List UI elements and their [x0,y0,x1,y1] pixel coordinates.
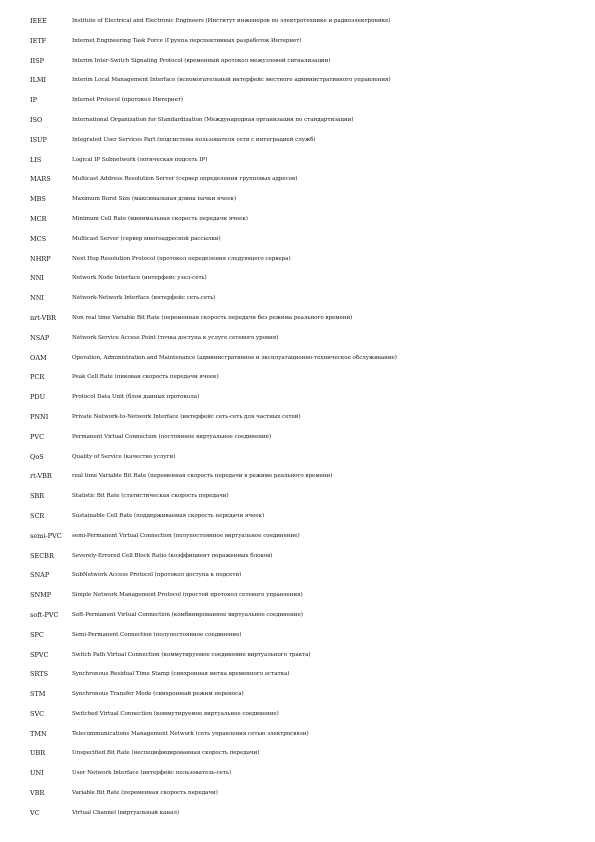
abbreviation: MBS [30,195,46,204]
abbreviation: VC [30,808,40,817]
abbreviation-definition: Next Hop Resolution Protocol (протокол определения следующего сервера) [72,255,291,262]
glossary-entry [30,472,580,492]
abbreviation-definition: Multicast Server (сервер многоадресной рассылки) [72,235,221,242]
glossary-entry [30,195,580,215]
abbreviation-definition: Multicast Address Resolution Server (сервер определения групповых адресов) [72,176,298,183]
abbreviation-definition: Severely-Errored Cell Block Ratio (коэффициент пораженных блоков) [72,552,273,559]
abbreviation-definition: Quality of Service (качество услуги) [72,453,176,460]
abbreviation: PDU [30,393,46,402]
abbreviation: NHRP [30,254,51,263]
abbreviation: IISP [30,56,44,65]
abbreviation-definition: Statistic Bit Rate (статистическая скорость передачи) [72,493,229,500]
glossary-entry [30,591,580,611]
abbreviation-definition: Minimum Cell Rate (минимальная скорость передачи ячеек) [72,215,248,222]
abbreviation: UBR [30,749,46,758]
abbreviation-definition: Virtual Channel (виртуальный канал) [72,809,179,816]
glossary-entry [30,571,580,591]
glossary-entry [30,710,580,730]
glossary-entry [30,670,580,690]
abbreviation-definition: User Network Interface (интерфейс пользователь-сеть) [72,770,232,777]
glossary-entry [30,769,580,789]
glossary-entry [30,433,580,453]
abbreviation: LIS [30,155,42,164]
abbreviation-definition: Switched Virtual Connection (коммутируемое виртуальное соединение) [72,710,279,717]
abbreviation-definition: International Organization for Standardization (Международная организация по стандартизации) [72,116,354,123]
glossary-entry [30,413,580,433]
abbreviation: SECBR [30,551,54,560]
abbreviation: rt-VBR [30,472,52,481]
abbreviation-definition: Peak Cell Rate (пиковая скорость передачи ячеек) [72,374,219,381]
abbreviation: SPC [30,630,44,639]
abbreviation: MCS [30,234,47,243]
abbreviation-definition: Network Service Access Point (точка доступа к услуге сетевого уровня) [72,334,279,341]
abbreviation-definition: Synchronous Transfer Mode (синхронный режим переноса) [72,691,244,698]
abbreviation: ISUP [30,135,47,144]
abbreviation: IETF [30,36,47,45]
abbreviation: TMN [30,729,47,738]
abbreviation-definition: Interim Inter-Switch Signaling Protocol (временный протокол межузловой сигнализации) [72,57,331,64]
glossary-entry [30,76,580,96]
abbreviation-definition: Maximum Burst Size (максимальная длина пачки ячеек) [72,196,237,203]
abbreviation: STM [30,690,46,699]
glossary-entry [30,393,580,413]
glossary-entry [30,274,580,294]
abbreviation: SNAP [30,571,50,580]
abbreviation: SRTS [30,670,49,679]
abbreviation-definition: Protocol Data Unit (блок данных протокола) [72,394,200,401]
glossary-entry [30,235,580,255]
abbreviation: ISO [30,115,43,124]
abbreviation-definition: Permanent Virtual Connection (постоянное виртуальное соединение) [72,433,271,440]
abbreviation-definition: Sustainable Cell Rate (поддерживаемая скорость передачи ячеек) [72,512,265,519]
glossary-entry [30,492,580,512]
abbreviation: MCR [30,214,47,223]
abbreviation: SCR [30,511,45,520]
abbreviation-definition: Operation, Administration and Maintenance (административное и эксплуатационно-техническое обслуживание) [72,354,397,361]
abbreviation-definition: Switch Path Virtual Connection (коммутируемое соединение виртуального тракта) [72,651,311,658]
abbreviation: UNI [30,769,44,778]
abbreviation-definition: Institute of Electrical and Electronic Engineers (Институт инженеров по электротехнике и радиоэлектронике) [72,18,391,24]
abbreviation: SPVC [30,650,49,659]
abbreviation: NSAP [30,333,50,342]
abbreviation: SVC [30,709,45,718]
abbreviation: PCR [30,373,45,382]
abbreviation: OAM [30,353,47,362]
abbreviation-definition: Internet Protocol (протокол Интернет) [72,97,184,104]
glossary-entry [30,373,580,393]
glossary-entry [30,215,580,235]
glossary-entry [30,789,580,809]
abbreviation-definition: Simple Network Management Protocol (простой протокол сетевого управления) [72,592,303,599]
abbreviation-definition: SubNetwork Access Protocol (протокол доступа к подсети) [72,572,242,579]
abbreviation: VBR [30,789,45,798]
abbreviation-definition: Synchronous Residual Time Stamp (синхронная метка временного остатка) [72,671,290,678]
abbreviation: IEEE [30,17,47,25]
glossary-entry [30,809,580,829]
abbreviation: MARS [30,175,51,184]
abbreviation: PNNI [30,412,49,421]
abbreviation-definition: Semi-Permanent Connection (полупостоянное соединение) [72,631,242,638]
abbreviation: soft-PVC [30,610,59,619]
glossary-entry [30,294,580,314]
abbreviation-definition: semi-Permanent Virtual Connection (полупостоянное виртуальное соединение) [72,532,300,539]
abbreviation: SNMP [30,591,52,600]
glossary-entry [30,334,580,354]
abbreviation-definition: Network Node Interface (интерфейс узел-сеть) [72,275,207,282]
abbreviation: NNI [30,274,44,283]
glossary-entry [30,532,580,552]
abbreviation-definition: Unspecified Bit Rate (неспецифицированная скорость передачи) [72,750,260,757]
glossary-entry [30,314,580,334]
glossary-entry [30,354,580,374]
abbreviation: IP [30,96,37,105]
abbreviation-definition: Network-Network Interface (интерфейс сеть-сеть) [72,295,216,302]
abbreviation-definition: Logical IP Subnetwork (логическая подсеть IP) [72,156,208,163]
glossary-entry [30,57,580,77]
glossary-entry [30,552,580,572]
abbreviation-definition: Integrated User Services Part (подсистема пользователя сети с интеграцией служб) [72,136,316,143]
abbreviation: nrt-VBR [30,313,56,322]
glossary-entry [30,631,580,651]
glossary-entry [30,156,580,176]
abbreviation-definition: Telecommunications Management Network (сеть управления сетью электросвязи) [72,730,309,737]
abbreviation-definition: Interim Local Management Interface (вспомогательный интерфейс местного административного управления) [72,77,391,84]
abbreviation-list [30,17,580,829]
abbreviation-definition: Internet Engineering Task Force (Группа перспективных разработок Интернет) [72,37,302,44]
abbreviation: semi-PVC [30,531,62,540]
glossary-entry [30,730,580,750]
glossary-entry [30,512,580,532]
abbreviation-definition: Private Network-to-Network Interface (интерфейс сеть-сеть для частных сетей) [72,413,301,420]
glossary-entry [30,651,580,671]
abbreviation: SBR [30,492,45,501]
glossary-entry [30,749,580,769]
abbreviation-definition: real time Variable Bit Rate (переменная скорость передачи в режиме реального времени) [72,473,333,480]
glossary-entry [30,255,580,275]
glossary-entry [30,17,580,37]
abbreviation: ILMI [30,76,47,85]
abbreviation-definition: Soft-Permanent Virtual Connection (комбинированное виртуальное соединение) [72,611,303,618]
abbreviation: QoS [30,452,44,461]
abbreviation-definition: Variable Bit Rate (переменная скорость передачи) [72,790,218,797]
glossary-entry [30,96,580,116]
abbreviation: PVC [30,432,45,441]
glossary-entry [30,453,580,473]
glossary-entry [30,690,580,710]
glossary-entry [30,116,580,136]
glossary-entry [30,136,580,156]
glossary-entry [30,175,580,195]
abbreviation: NNI [30,294,44,303]
glossary-entry [30,611,580,631]
glossary-entry [30,37,580,57]
abbreviation-definition: Non real time Variable Bit Rate (переменная скорость передачи без режима реального времени) [72,314,353,321]
